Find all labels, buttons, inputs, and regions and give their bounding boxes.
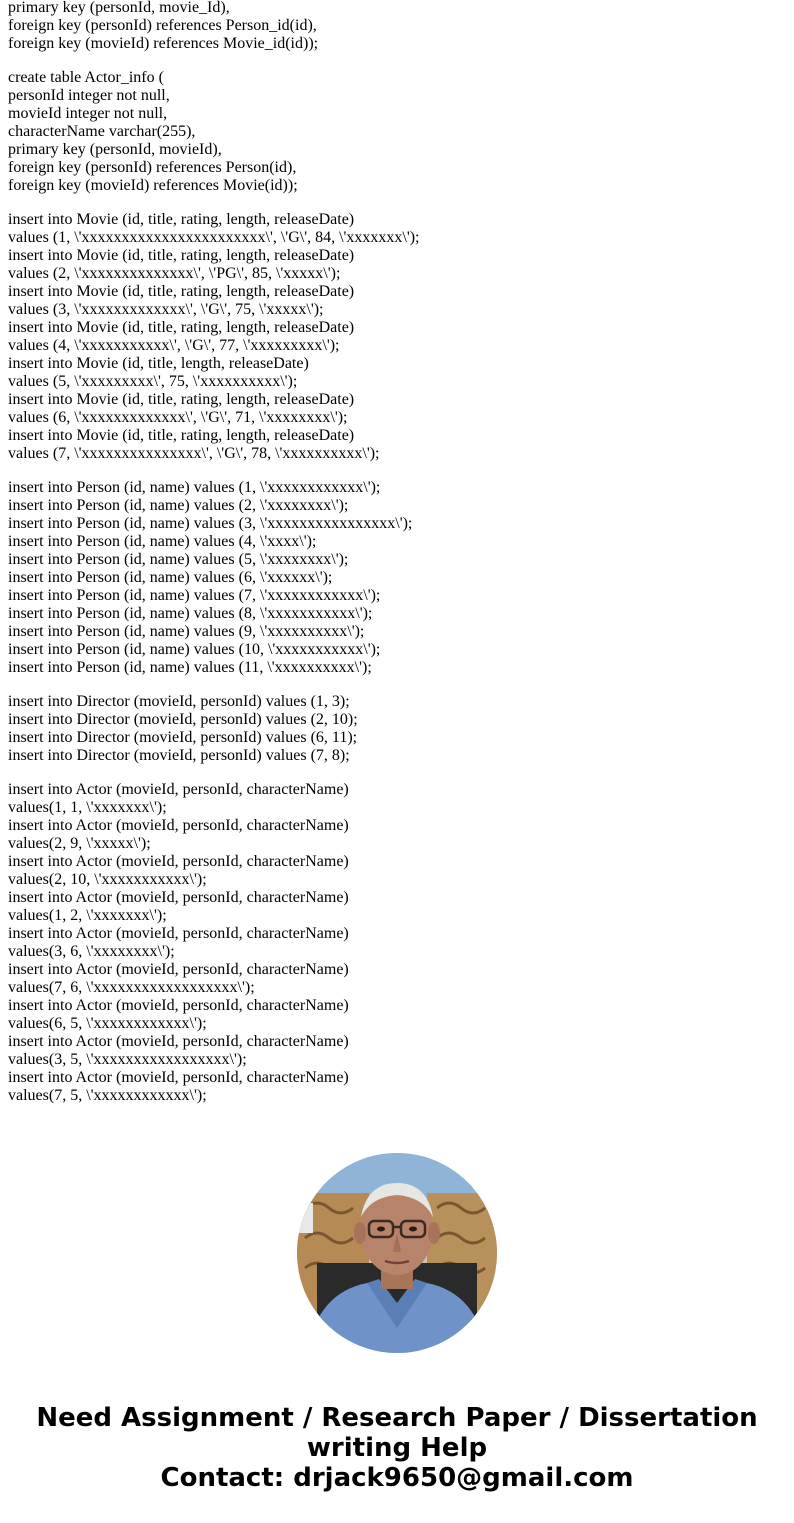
code-line: values (4, \'xxxxxxxxxxx\', \'G\', 77, \'xxxxxxxxx\'); bbox=[8, 337, 340, 354]
code-line: insert into Actor (movieId, personId, characterName) bbox=[8, 1033, 349, 1050]
code-line: insert into Person (id, name) values (10, \'xxxxxxxxxxx\'); bbox=[8, 641, 381, 658]
sql-block-create-actor-info bbox=[8, 69, 788, 195]
code-line: create table Actor_info ( bbox=[8, 69, 164, 86]
promo-banner bbox=[0, 1403, 794, 1493]
promo-contact: Contact: drjack9650@gmail.com bbox=[160, 1463, 634, 1493]
code-line: primary key (personId, movie_Id), bbox=[8, 0, 230, 16]
code-line: personId integer not null, bbox=[8, 87, 170, 104]
code-line: foreign key (personId) references Person(id), bbox=[8, 159, 297, 176]
sql-block-table-fragment bbox=[8, 0, 788, 53]
code-line: values(2, 9, \'xxxxx\'); bbox=[8, 835, 151, 852]
code-line: insert into Movie (id, title, rating, length, releaseDate) bbox=[8, 211, 355, 228]
code-line: insert into Person (id, name) values (4, \'xxxx\'); bbox=[8, 533, 317, 550]
author-avatar bbox=[297, 1153, 497, 1353]
code-line: values(2, 10, \'xxxxxxxxxxx\'); bbox=[8, 871, 207, 888]
code-line: foreign key (movieId) references Movie(id)); bbox=[8, 177, 298, 194]
code-line: values(3, 5, \'xxxxxxxxxxxxxxxxx\'); bbox=[8, 1051, 247, 1068]
promo-line-1: Need Assignment / Research Paper / Dissertation bbox=[36, 1403, 758, 1433]
code-line: values (7, \'xxxxxxxxxxxxxxx\', \'G\', 78, \'xxxxxxxxxx\'); bbox=[8, 445, 380, 462]
code-line: insert into Actor (movieId, personId, characterName) bbox=[8, 889, 349, 906]
code-line: insert into Actor (movieId, personId, characterName) bbox=[8, 817, 349, 834]
code-line: insert into Actor (movieId, personId, characterName) bbox=[8, 1069, 349, 1086]
code-line: values (5, \'xxxxxxxxx\', 75, \'xxxxxxxxxx\'); bbox=[8, 373, 298, 390]
code-line: insert into Person (id, name) values (3, \'xxxxxxxxxxxxxxxx\'); bbox=[8, 515, 413, 532]
code-line: insert into Movie (id, title, rating, length, releaseDate) bbox=[8, 283, 355, 300]
code-line: values (6, \'xxxxxxxxxxxxx\', \'G\', 71, \'xxxxxxxx\'); bbox=[8, 409, 348, 426]
code-line: values (2, \'xxxxxxxxxxxxxx\', \'PG\', 85, \'xxxxx\'); bbox=[8, 265, 341, 282]
code-line: values(6, 5, \'xxxxxxxxxxxx\'); bbox=[8, 1015, 207, 1032]
sql-block-insert-director bbox=[8, 693, 788, 765]
code-line: insert into Actor (movieId, personId, characterName) bbox=[8, 781, 349, 798]
code-line: insert into Person (id, name) values (7, \'xxxxxxxxxxxx\'); bbox=[8, 587, 381, 604]
code-line: insert into Movie (id, title, rating, length, releaseDate) bbox=[8, 319, 355, 336]
code-line: values(7, 6, \'xxxxxxxxxxxxxxxxxx\'); bbox=[8, 979, 255, 996]
code-line: insert into Person (id, name) values (1, \'xxxxxxxxxxxx\'); bbox=[8, 479, 381, 496]
code-line: insert into Actor (movieId, personId, characterName) bbox=[8, 997, 349, 1014]
code-line: insert into Actor (movieId, personId, characterName) bbox=[8, 925, 349, 942]
code-line: values (1, \'xxxxxxxxxxxxxxxxxxxxxxx\', \'G\', 84, \'xxxxxxx\'); bbox=[8, 229, 420, 246]
author-photo bbox=[297, 1153, 497, 1353]
code-line: characterName varchar(255), bbox=[8, 123, 196, 140]
code-line: insert into Movie (id, title, rating, length, releaseDate) bbox=[8, 391, 355, 408]
code-line: insert into Director (movieId, personId) values (6, 11); bbox=[8, 729, 358, 746]
sql-block-insert-person bbox=[8, 479, 788, 677]
code-line: insert into Actor (movieId, personId, characterName) bbox=[8, 961, 349, 978]
code-line: values(3, 6, \'xxxxxxxx\'); bbox=[8, 943, 175, 960]
code-line: insert into Director (movieId, personId) values (7, 8); bbox=[8, 747, 350, 764]
code-line: insert into Person (id, name) values (6, \'xxxxxx\'); bbox=[8, 569, 333, 586]
code-line: values(1, 2, \'xxxxxxx\'); bbox=[8, 907, 167, 924]
code-line: insert into Movie (id, title, rating, length, releaseDate) bbox=[8, 247, 355, 264]
code-line: values(7, 5, \'xxxxxxxxxxxx\'); bbox=[8, 1087, 207, 1104]
code-line: insert into Person (id, name) values (9, \'xxxxxxxxxx\'); bbox=[8, 623, 365, 640]
sql-document bbox=[8, 0, 788, 1121]
code-line: primary key (personId, movieId), bbox=[8, 141, 222, 158]
code-line: foreign key (personId) references Person_id(id), bbox=[8, 17, 317, 34]
code-line: insert into Person (id, name) values (8, \'xxxxxxxxxxx\'); bbox=[8, 605, 373, 622]
code-line: insert into Director (movieId, personId) values (1, 3); bbox=[8, 693, 350, 710]
sql-block-insert-actor bbox=[8, 781, 788, 1105]
code-line: insert into Person (id, name) values (11, \'xxxxxxxxxx\'); bbox=[8, 659, 372, 676]
code-line: insert into Person (id, name) values (2, \'xxxxxxxx\'); bbox=[8, 497, 349, 514]
code-line: insert into Movie (id, title, length, releaseDate) bbox=[8, 355, 309, 372]
code-line: insert into Actor (movieId, personId, characterName) bbox=[8, 853, 349, 870]
code-line: insert into Director (movieId, personId) values (2, 10); bbox=[8, 711, 358, 728]
code-line: values (3, \'xxxxxxxxxxxxx\', \'G\', 75, \'xxxxx\'); bbox=[8, 301, 324, 318]
code-line: foreign key (movieId) references Movie_id(id)); bbox=[8, 35, 319, 52]
code-line: insert into Movie (id, title, rating, length, releaseDate) bbox=[8, 427, 355, 444]
code-line: movieId integer not null, bbox=[8, 105, 168, 122]
sql-block-insert-movie bbox=[8, 211, 788, 463]
code-line: values(1, 1, \'xxxxxxx\'); bbox=[8, 799, 167, 816]
code-line: insert into Person (id, name) values (5, \'xxxxxxxx\'); bbox=[8, 551, 349, 568]
promo-line-2: writing Help bbox=[306, 1433, 488, 1463]
